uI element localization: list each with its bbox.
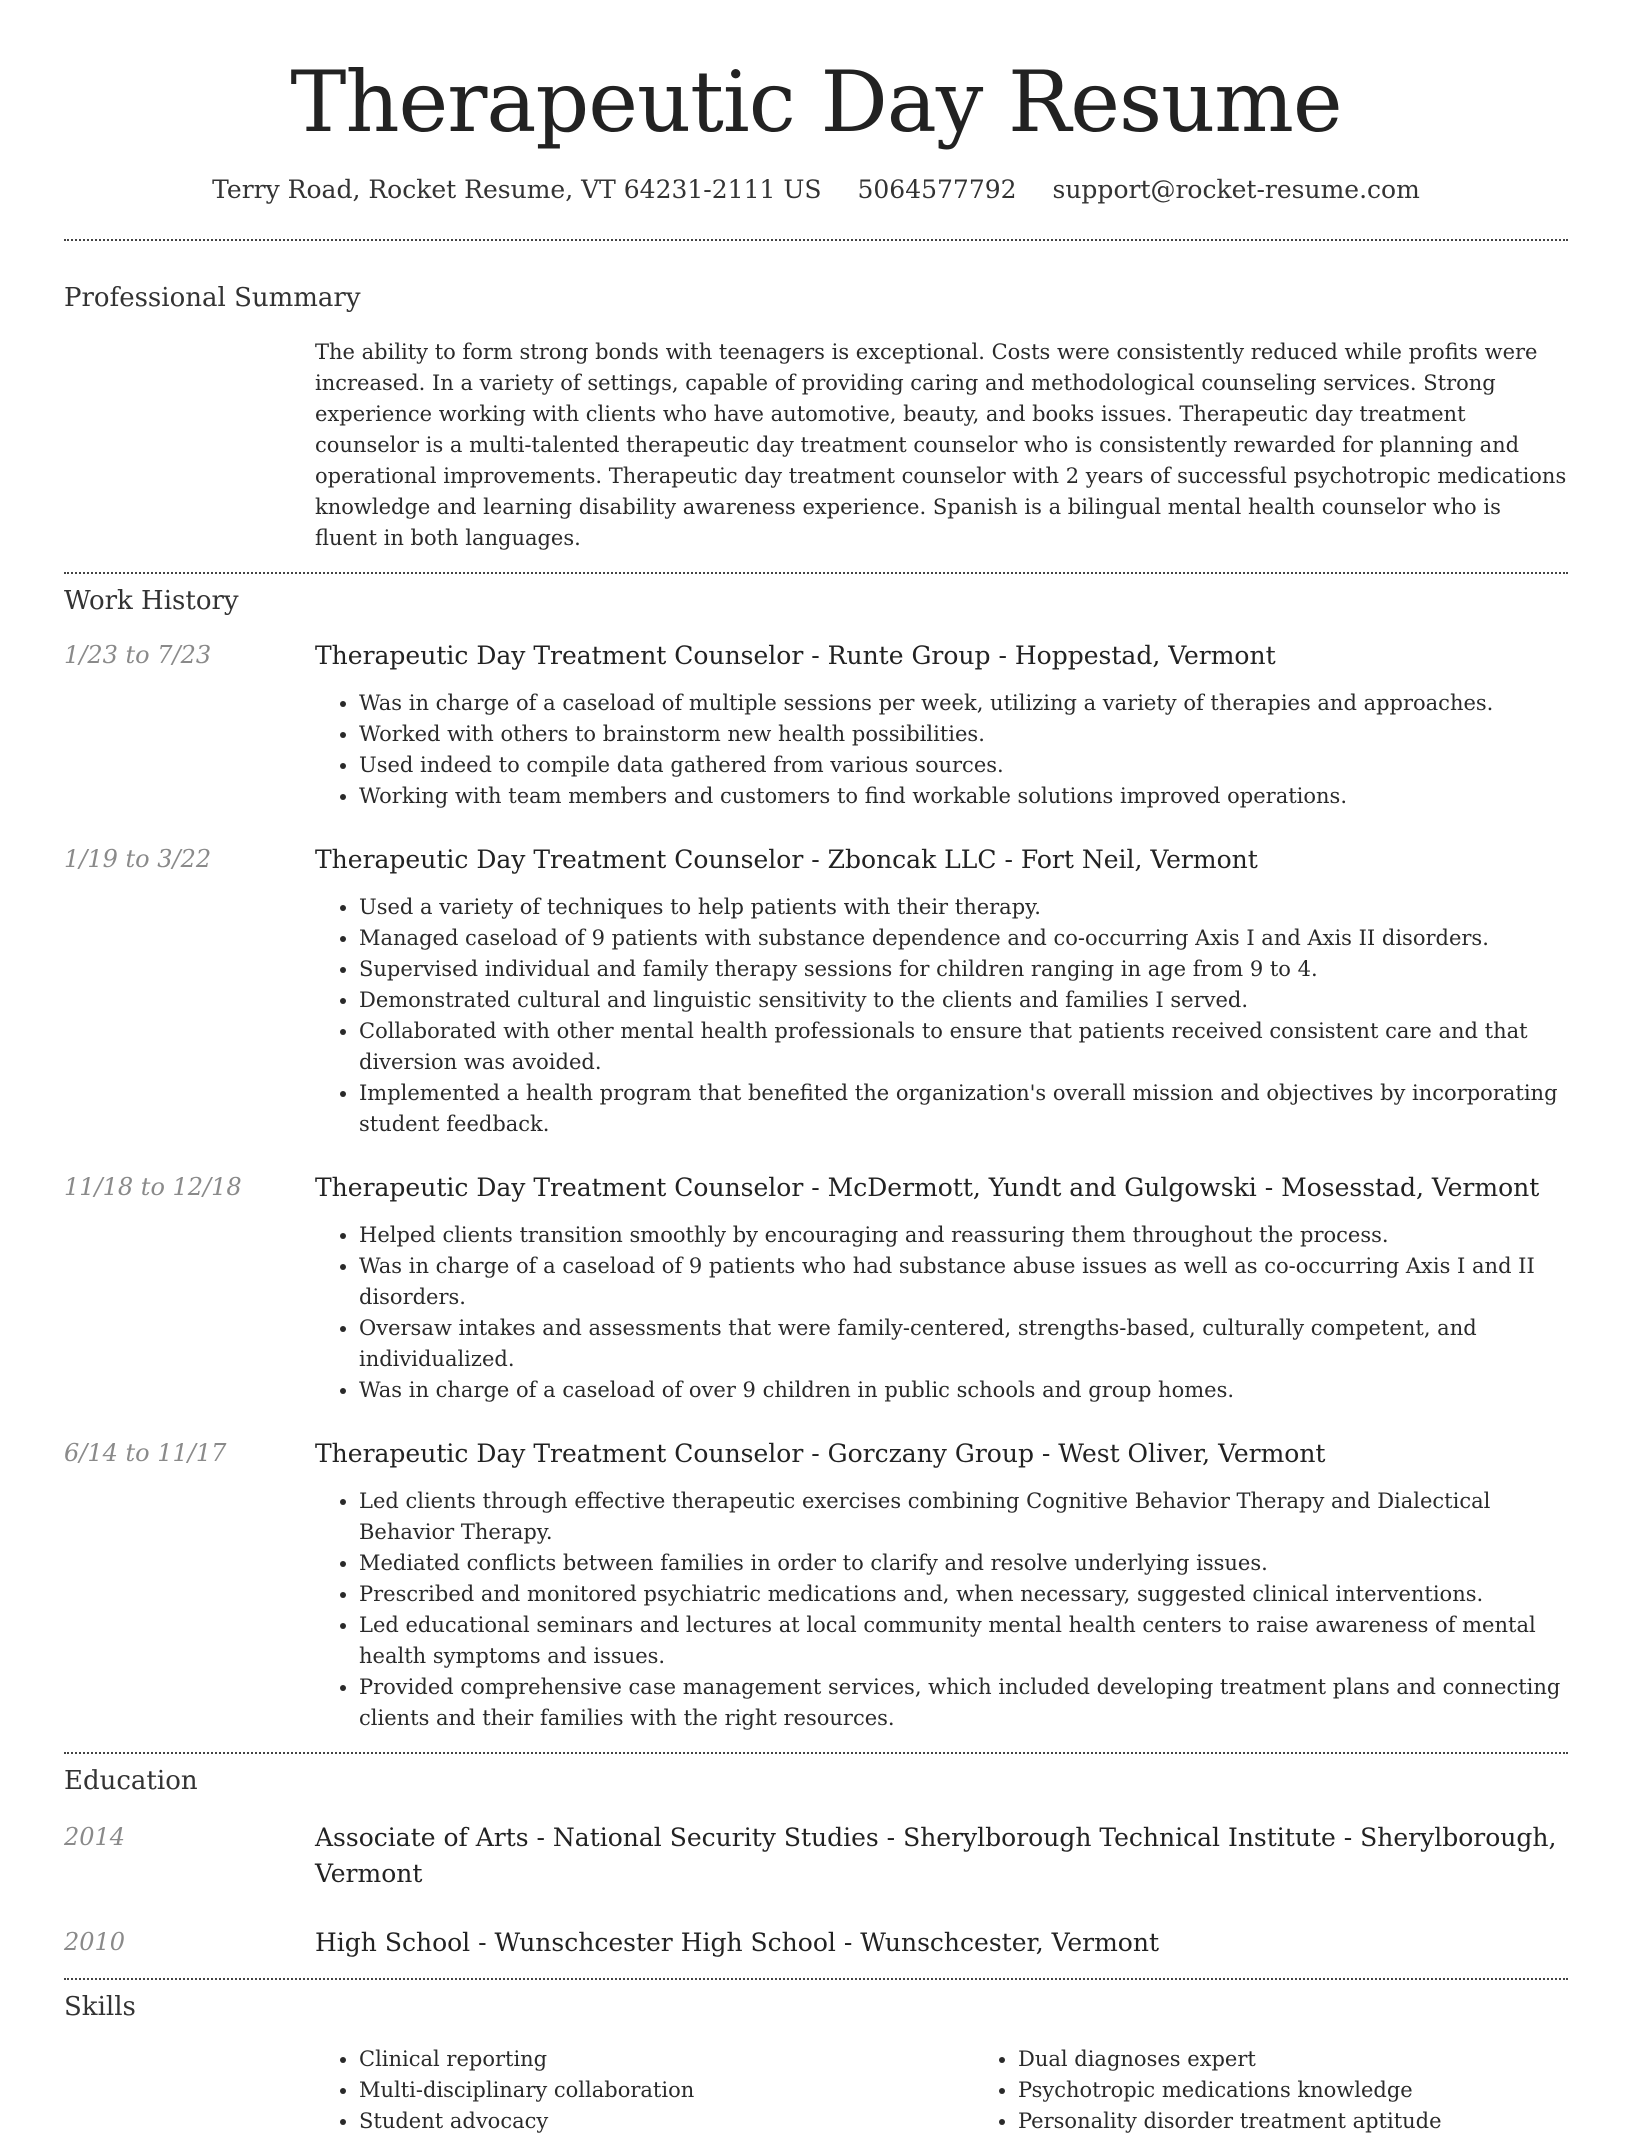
education-year: 2010 [64, 1928, 126, 1956]
skill-item: • Student advocacy [359, 2106, 974, 2137]
work-history-heading: Work History [64, 586, 239, 616]
education-entry [64, 1925, 1568, 1961]
job-dates: 6/14 to 11/17 [64, 1439, 227, 1467]
contact-line [64, 172, 1568, 208]
resume-name: Therapeutic Day Resume [290, 53, 1342, 151]
divider [64, 1752, 1568, 1754]
job-bullet: • Provided comprehensive case management services, which included developing treatment plans and connecting clients and their families with the right resources. [359, 1672, 1568, 1734]
skills-list-left [315, 2044, 974, 2137]
summary-spacer [64, 337, 315, 554]
skill-item: • Psychotropic medications knowledge [1018, 2075, 1632, 2106]
job-bullet: • Managed caseload of 9 patients with substance dependence and co-occurring Axis I and Axis II disorders. [359, 923, 1568, 954]
job-dates: 11/18 to 12/18 [64, 1173, 242, 1201]
education-title: Associate of Arts - National Security Studies - Sherylborough Technical Institute - Sherylborough, Vermont [315, 1823, 1557, 1888]
skill-item: • Personality disorder treatment aptitude [1018, 2106, 1632, 2137]
skills-spacer [64, 2044, 315, 2137]
job-bullets [315, 1486, 1568, 1734]
job-title: Therapeutic Day Treatment Counselor - Gorczany Group - West Oliver, Vermont [315, 1439, 1326, 1468]
education-heading: Education [64, 1766, 198, 1796]
skill-item: • Multi-disciplinary collaboration [359, 2075, 974, 2106]
job-bullet: • Used a variety of techniques to help patients with their therapy. [359, 892, 1568, 923]
skill-item: • Clinical reporting [359, 2044, 974, 2075]
skills-row [64, 2044, 1568, 2137]
job-title: Therapeutic Day Treatment Counselor - Zboncak LLC - Fort Neil, Vermont [315, 845, 1258, 874]
skills-columns [315, 2044, 1632, 2137]
job-entry [64, 842, 1568, 1140]
job-bullets [315, 892, 1568, 1140]
contact-address: Terry Road, Rocket Resume, VT 64231-2111 US [212, 175, 822, 204]
job-dates: 1/23 to 7/23 [64, 641, 212, 669]
job-title: Therapeutic Day Treatment Counselor - Runte Group - Hoppestad, Vermont [315, 641, 1276, 670]
skill-item: • Dual diagnoses expert [1018, 2044, 1632, 2075]
job-bullets [315, 1220, 1568, 1406]
job-bullet: • Was in charge of a caseload of multiple sessions per week, utilizing a variety of therapies and approaches. [359, 688, 1568, 719]
job-bullet: • Prescribed and monitored psychiatric medications and, when necessary, suggested clinical interventions. [359, 1579, 1568, 1610]
job-bullet: • Led educational seminars and lectures at local community mental health centers to raise awareness of mental health symptoms and issues. [359, 1610, 1568, 1672]
job-bullet: • Oversaw intakes and assessments that were family-centered, strengths-based, culturally competent, and individualized. [359, 1313, 1568, 1375]
skills-heading: Skills [64, 1992, 136, 2022]
job-bullet: • Collaborated with other mental health professionals to ensure that patients received consistent care and that diversion was avoided. [359, 1016, 1568, 1078]
job-dates: 1/19 to 3/22 [64, 845, 212, 873]
job-bullet: • Worked with others to brainstorm new health possibilities. [359, 719, 1568, 750]
resume-page [64, 0, 1568, 2137]
contact-phone: 5064577792 [857, 175, 1017, 204]
job-entry [64, 638, 1568, 812]
skills-list-right [974, 2044, 1632, 2137]
education-title: High School - Wunschcester High School - Wunschcester, Vermont [315, 1928, 1160, 1957]
job-bullet: • Helped clients transition smoothly by encouraging and reassuring them throughout the process. [359, 1220, 1568, 1251]
job-bullet: • Demonstrated cultural and linguistic sensitivity to the clients and families I served. [359, 985, 1568, 1016]
education-entry [64, 1820, 1568, 1892]
divider [64, 572, 1568, 574]
job-bullet: • Led clients through effective therapeutic exercises combining Cognitive Behavior Therapy and Dialectical Behavior Therapy. [359, 1486, 1568, 1548]
summary-heading: Professional Summary [64, 283, 361, 313]
job-bullet: • Implemented a health program that benefited the organization's overall mission and objectives by incorporating student feedback. [359, 1078, 1568, 1140]
job-entry [64, 1170, 1568, 1406]
education-year: 2014 [64, 1823, 126, 1851]
job-bullet: • Was in charge of a caseload of 9 patients who had substance abuse issues as well as co-occurring Axis I and II disorders. [359, 1251, 1568, 1313]
job-bullet: • Working with team members and customers to find workable solutions improved operations. [359, 781, 1568, 812]
job-bullet: • Supervised individual and family therapy sessions for children ranging in age from 9 to 4. [359, 954, 1568, 985]
job-bullets [315, 688, 1568, 812]
divider [64, 1978, 1568, 1980]
job-entry [64, 1436, 1568, 1734]
contact-email: support@rocket-resume.com [1052, 175, 1420, 204]
job-bullet: • Mediated conflicts between families in order to clarify and resolve underlying issues. [359, 1548, 1568, 1579]
divider [64, 239, 1568, 241]
job-title: Therapeutic Day Treatment Counselor - McDermott, Yundt and Gulgowski - Mosesstad, Vermont [315, 1173, 1540, 1202]
job-bullet: • Used indeed to compile data gathered from various sources. [359, 750, 1568, 781]
job-bullet: • Was in charge of a caseload of over 9 children in public schools and group homes. [359, 1375, 1568, 1406]
summary-text: The ability to form strong bonds with teenagers is exceptional. Costs were consistently reduced while profits were increased. In a variety of settings, capable of providing caring and methodological counseling services. Strong experience working with clients who have automotive, beauty, and books issues. Therapeutic day treatment counselor is a multi-talented therapeutic day treatment counselor who is consistently rewarded for planning and operational improvements. Therapeutic day treatment counselor with 2 years of successful psychotropic medications knowledge and learning disability awareness experience. Spanish is a bilingual mental health counselor who is fluent in both languages. [315, 340, 1567, 550]
